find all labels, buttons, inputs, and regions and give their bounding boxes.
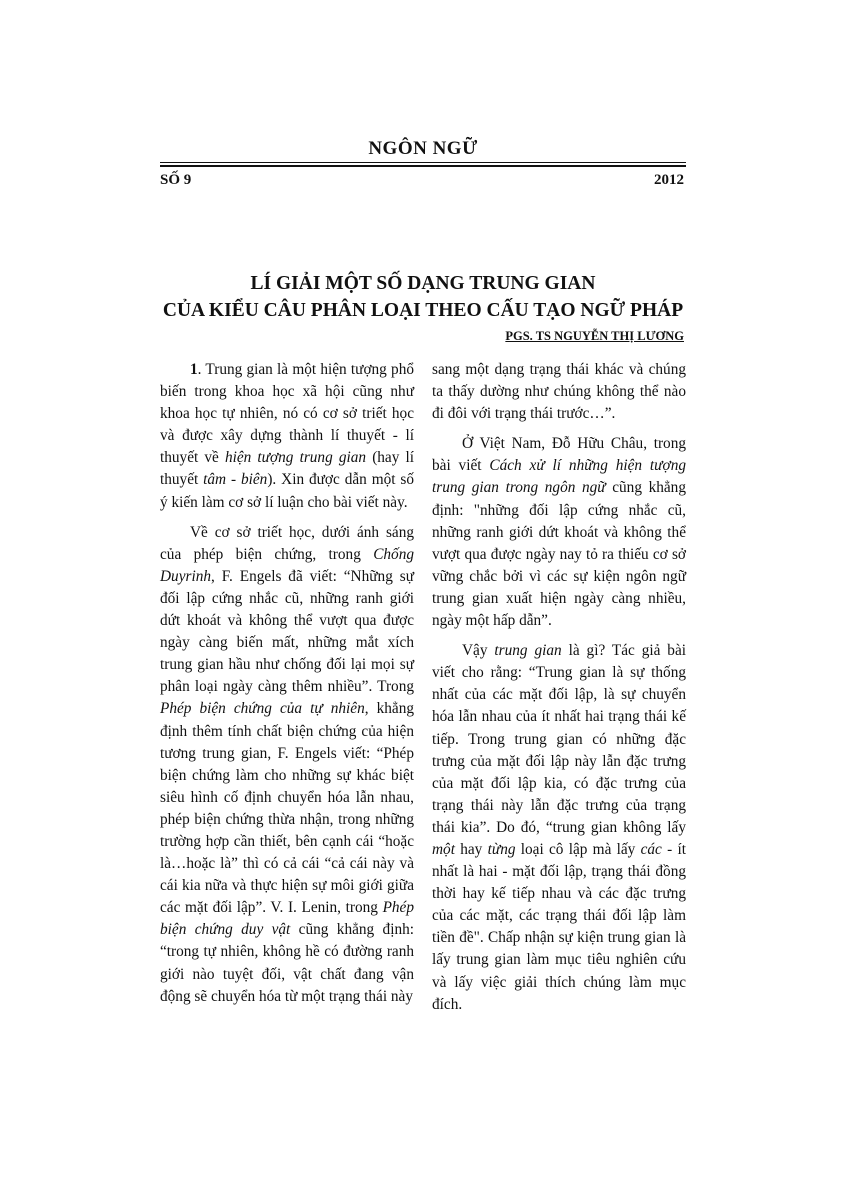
text-run: ). Xin được dẫn một số ý kiến làm cơ sở lí luận cho bài viết này. <box>160 471 414 511</box>
italic-run: hiện tượng trung gian <box>224 449 367 467</box>
article-title-line-2: CỦA KIỂU CÂU PHÂN LOẠI THEO CẤU TẠO NGỮ PHÁP <box>162 300 684 321</box>
article-title-line-1: LÍ GIẢI MỘT SỐ DẠNG TRUNG GIAN <box>250 273 596 294</box>
text-run: là gì? Tác giả bài viết cho rằng: “Trung gian là sự thống nhất của các mặt đối lập, là sự chuyển hóa lẫn nhau của ít nhất hai trạng thái kế tiếp. Trong trung gian có những đặc trưng của mặt đối lập này lẫn đặc trưng của mặt đối lập kia, có đặc trưng của trạng thái này lẫn đặc trưng của trạng thái kia”. Do đó, “trung gian không lấy <box>432 642 687 836</box>
left-column <box>160 359 414 1008</box>
text-run: cũng khẳng định: “trong tự nhiên, không hề có đường ranh giới nào tuyệt đối, vật chất đang vận động sẽ chuyển hóa từ một trạng thái này <box>160 921 414 1005</box>
text-run: cũng khẳng định: "những đối lập cứng nhắc cũ, những ranh giới dứt khoát và không thể vượt qua được ngày nay tỏ ra thiếu cơ sở vững chắc bởi vì các sự kiện ngôn ngữ trung gian xuất hiện ngày càng nhiều, ngày một hấp dẫn”. <box>432 479 686 630</box>
article-title <box>130 270 716 324</box>
italic-run: Chống Duyrinh <box>160 545 414 585</box>
paragraph-4 <box>432 640 686 1016</box>
text-run: . Trung gian là một hiện tượng phổ biến trong khoa học xã hội cũng như khoa học tự nhiên, nó có cơ sở triết học và được xây dựng thành lí thuyết - lí thuyết về <box>160 361 414 467</box>
paragraph-3 <box>432 433 686 632</box>
paragraph-continued: sang một dạng trạng thái khác và chúng ta thấy dường như chúng không thể nào đi đôi với trạng thái trước…”. <box>432 361 686 423</box>
italic-run: Phép biện chứng duy vật <box>160 899 414 939</box>
text-run: (hay lí thuyết <box>160 449 414 489</box>
issue-number: SỐ 9 <box>160 172 192 188</box>
italic-run: một <box>432 840 455 858</box>
italic-run: các <box>640 840 662 858</box>
italic-run: Phép biện chứng của tự nhiên <box>160 700 365 718</box>
text-run: , khẳng định thêm tính chất biện chứng của hiện tương trung gian, F. Engels viết: “Phép biện chứng làm cho những sự khác biệt siêu hình cố định chuyển hóa lẫn nhau, phép biện chứng thừa nhận, trong những trường hợp cần thiết, bên cạnh cái “hoặc là…hoặc là” thì có cả cái “cả cái này và cái kia nữa và thực hiện sự môi giới giữa các mặt đối lập”. V. I. Lenin, trong <box>160 700 414 917</box>
journal-title: NGÔN NGỮ <box>368 138 478 159</box>
italic-run: Cách xử lí những hiện tượng trung gian trong ngôn ngữ <box>432 457 686 497</box>
italic-run: trung gian <box>494 642 562 660</box>
italic-run: tâm - biên <box>203 471 268 489</box>
right-column <box>432 359 686 1016</box>
header-rule-thin <box>160 162 686 163</box>
text-run: , F. Engels đã viết: “Những sự đối lập cứng nhắc cũ, những ranh giới dứt khoát và không thể vượt qua được ngày càng biến mất, những mắt xích trung gian hầu như chống đối lại mọi sự phân loại ngày càng thêm nhiều”. Trong <box>160 567 414 696</box>
paragraph-1 <box>160 359 414 514</box>
header-rule-thick <box>160 165 686 167</box>
text-run: Về cơ sở triết học, dưới ánh sáng của phép biện chứng, trong <box>160 523 414 563</box>
issue-year: 2012 <box>654 172 684 188</box>
text-run: - ít nhất là hai - mặt đối lập, trạng thái đồng thời hay kế tiếp nhau và các đặc trưng của các mặt, các trạng thái đối lập làm tiền đề". Chấp nhận sự kiện trung gian là lấy trung gian làm mục tiêu nghiên cứu và lấy việc giải thích chúng làm mục đích. <box>432 840 686 1013</box>
article-author: PGS. TS NGUYỄN THỊ LƯƠNG <box>505 329 684 343</box>
text-run: hay <box>454 840 488 858</box>
text-run: Vậy <box>462 642 495 660</box>
section-number: 1 <box>190 361 198 378</box>
text-run: loại cô lập mà lấy <box>515 840 641 858</box>
paragraph-2 <box>160 522 414 1008</box>
italic-run: từng <box>487 840 516 858</box>
text-run: Ở Việt Nam, Đỗ Hữu Châu, trong bài viết <box>432 435 686 475</box>
